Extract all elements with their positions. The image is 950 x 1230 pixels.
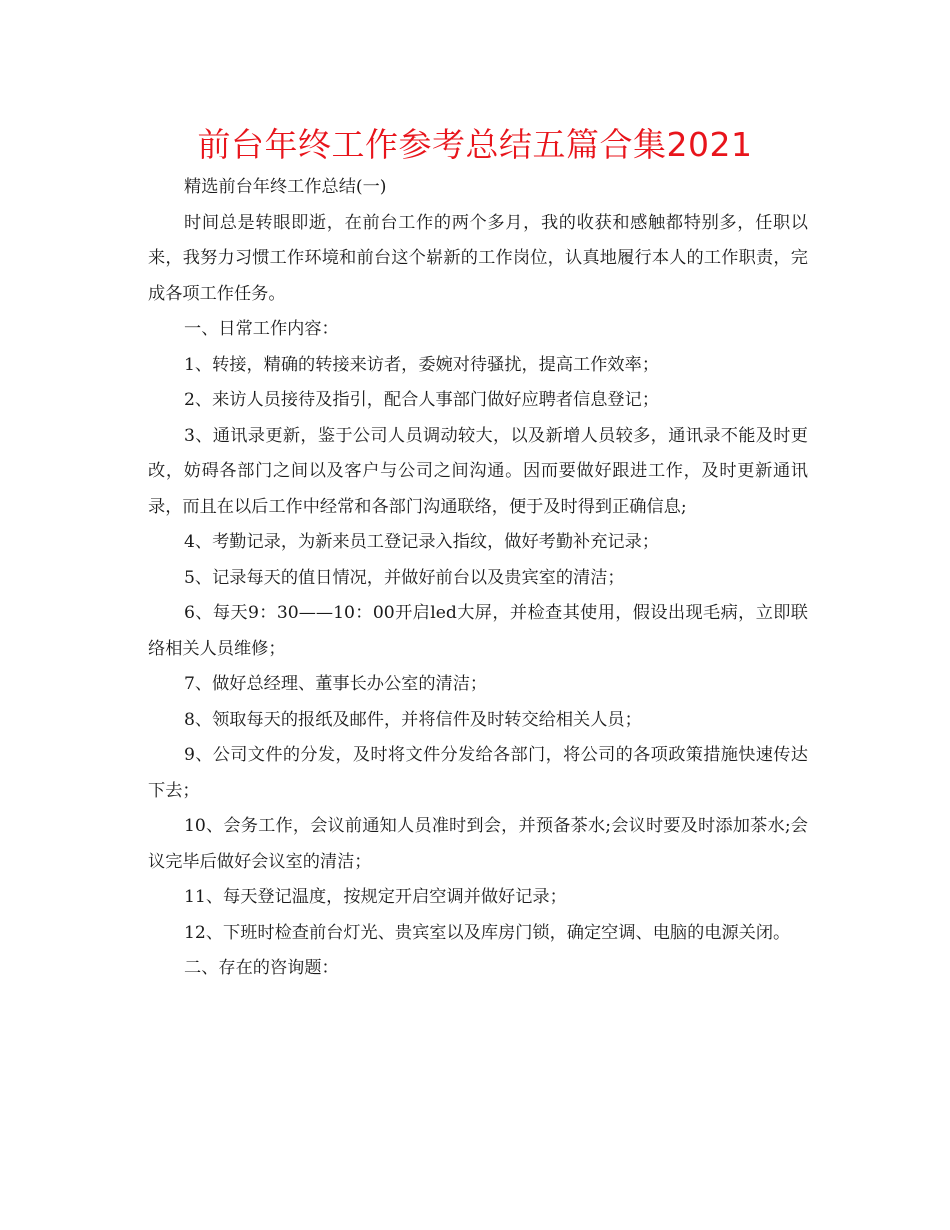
paragraph-heading-daily-work: 一、日常工作内容： [184,319,339,339]
paragraph-item-7: 7、做好总经理、董事长办公室的清洁； [184,674,488,694]
paragraph-item-9: 9、公司文件的分发，及时将文件分发给各部门，将公司的各项政策措施快速传达下去； [148,745,808,801]
paragraph-item-4: 4、考勤记录，为新来员工登记录入指纹，做好考勤补充记录； [184,532,660,552]
paragraph-item-12: 12、下班时检查前台灯光、贵宾室以及库房门锁，确定空调、电脑的电源关闭。 [184,922,791,943]
paragraph-heading-issues: 二、存在的咨询题： [184,958,339,978]
paragraph-item-6: 6、每天9：30——10：00开启led大屏，并检查其使用，假设出现毛病，立即联络相关人员维修； [148,603,808,659]
paragraph-item-11: 11、每天登记温度，按规定开启空调并做好记录； [184,887,567,907]
paragraph-item-1: 1、转接，精确的转接来访者，委婉对待骚扰，提高工作效率； [184,354,660,375]
document-body [148,170,808,987]
paragraph-item-10: 10、会务工作，会议前通知人员准时到会，并预备茶水;会议时要及时添加茶水;会议完毕后做好会议室的清洁； [148,816,808,872]
paragraph-intro: 时间总是转眼即逝，在前台工作的两个多月，我的收获和感触都特别多，任职以来，我努力习惯工作环境和前台这个崭新的工作岗位，认真地履行本人的工作职责，完成各项工作任务。 [148,212,808,304]
paragraph-section-heading: 精选前台年终工作总结(一) [184,177,387,197]
paragraph-item-3: 3、通讯录更新，鉴于公司人员调动较大，以及新增人员较多，通讯录不能及时更改，妨碍各部门之间以及客户与公司之间沟通。因而要做好跟进工作，及时更新通讯录，而且在以后工作中经常和各部门沟通联络，便于及时得到正确信息; [148,425,808,517]
document-title: 前台年终工作参考总结五篇合集2021 [197,125,753,164]
paragraph-item-2: 2、来访人员接待及指引，配合人事部门做好应聘者信息登记； [184,390,660,410]
paragraph-item-8: 8、领取每天的报纸及邮件，并将信件及时转交给相关人员； [184,709,642,730]
paragraph-item-5: 5、记录每天的值日情况，并做好前台以及贵宾室的清洁； [184,567,625,588]
